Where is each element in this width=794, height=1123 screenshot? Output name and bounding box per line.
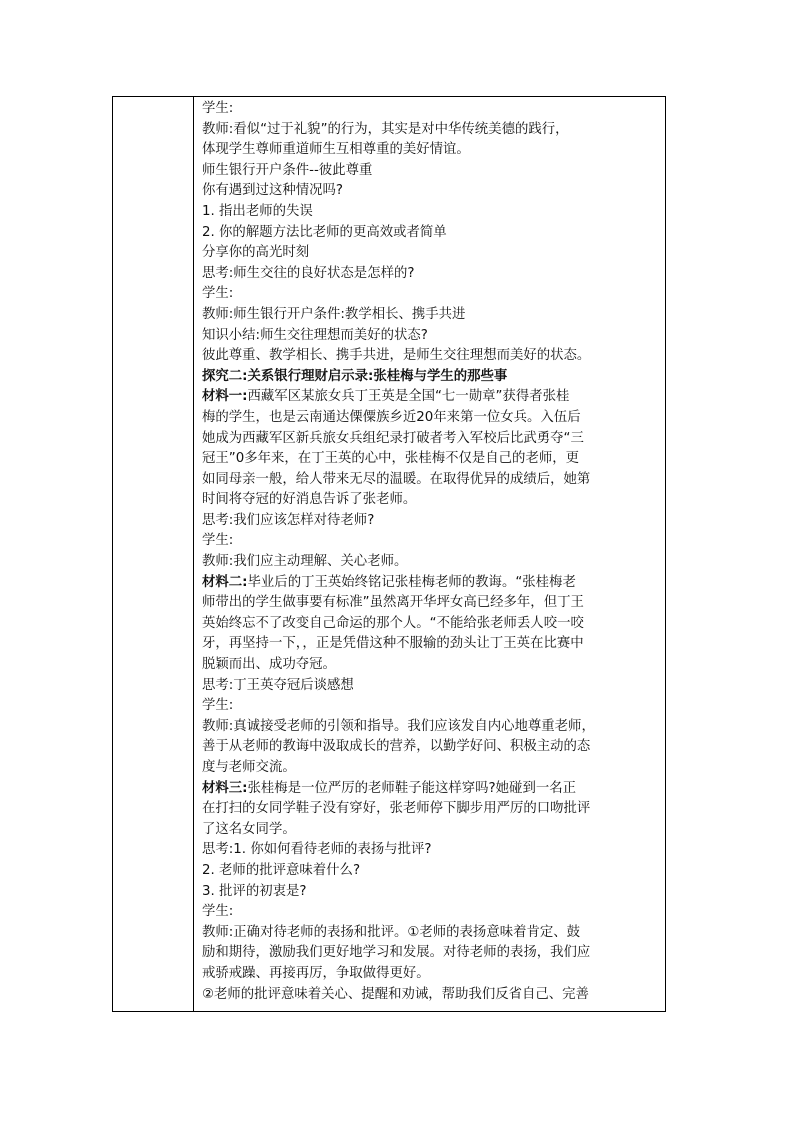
bold-label: 材料三: (202, 780, 248, 796)
lesson-table (112, 96, 666, 1012)
text-line: 思考:丁王英夺冠后谈感想 (202, 677, 354, 693)
text-line: 知识小结:师生交往理想而美好的状态? (202, 327, 428, 343)
text-line: 冠王”0多年来，在丁王英的心中，张桂梅不仅是自己的老师，更 (202, 451, 580, 467)
text-line (202, 387, 659, 408)
text-line: 时间将夺冠的好消息告诉了张老师。 (202, 492, 417, 508)
text-line: 学生: (202, 904, 234, 920)
text-line: 3. 批评的初衷是? (202, 883, 307, 899)
text-line: 教师:我们应主动理解、关心老师。 (202, 554, 408, 570)
text-line: 牙，再坚持一下，，正是凭借这种不服输的劲头让丁王英在比赛中 (202, 636, 584, 652)
bold-label: 材料二: (202, 574, 248, 590)
text-line: 英始终忘不了改变自己命运的那个人。“不能给张老师丢人咬一咬 (202, 615, 584, 631)
line-text: 西藏军区某旅女兵丁王英是全国“七一勋章”获得者张桂 (247, 389, 570, 405)
text-line: 学生: (202, 698, 234, 714)
text-line: 在打扫的女同学鞋子没有穿好，张老师停下脚步用严厉的口吻批评 (202, 801, 591, 817)
text-line: 度与老师交流。 (202, 760, 296, 775)
text-line: 你有遇到过这种情况吗? (202, 183, 344, 199)
line-text: 毕业后的丁王英始终铭记张桂梅老师的教诲。“张桂梅老 (247, 574, 576, 590)
text-line: 她成为西藏军区新兵旅女兵组纪录打破者考入军校后比武勇夺“三 (202, 430, 584, 446)
text-line (202, 779, 659, 800)
table-left-column (113, 97, 194, 1011)
text-line: 师带出的学生做事要有标准”虽然离开华坪女高已经多年，但丁王 (202, 595, 584, 611)
text-line: 了这名女同学。 (202, 821, 296, 837)
text-line: 教师:看似“过于礼貌”的行为，其实是对中华传统美德的践行， (202, 121, 569, 137)
text-line: 2. 老师的批评意味着什么? (202, 862, 361, 878)
text-line: 1. 指出老师的失误 (202, 203, 313, 219)
table-content-cell (194, 97, 665, 1011)
bold-label: 材料一: (202, 389, 248, 405)
text-line: 教师:正确对待老师的表扬和批评。①老师的表扬意味着肯定、鼓 (202, 924, 581, 940)
text-line (202, 367, 659, 388)
text-line: 思考:师生交往的良好状态是怎样的? (202, 265, 415, 281)
text-line: 学生: (202, 286, 234, 302)
bold-label: 探究二:关系银行理财启示录:张桂梅与学生的那些事 (202, 368, 508, 384)
text-line: 戒骄戒躁、再接再厉，争取做得更好。 (202, 965, 430, 981)
text-line: 善于从老师的教诲中汲取成长的营养，以勤学好问、积极主动的态 (202, 739, 591, 755)
text-line: 教师:师生银行开户条件:教学相长、携手共进 (202, 306, 466, 322)
text-line: 梅的学生，也是云南通达傈僳族乡近20年来第一位女兵。入伍后 (202, 409, 581, 425)
text-line: 学生: (202, 533, 234, 549)
text-line: 体现学生尊师重道师生互相尊重的美好情谊。 (202, 142, 470, 158)
text-line: ②老师的批评意味着关心、提醒和劝诫，帮助我们反省自己、完善 (202, 986, 589, 1002)
text-line: 脱颖而出、成功夺冠。 (202, 657, 336, 673)
line-text: 张桂梅是一位严厉的老师鞋子能这样穿吗?她碰到一名正 (247, 780, 577, 796)
text-line: 思考:我们应该怎样对待老师? (202, 512, 375, 528)
text-line: 学生: (202, 101, 234, 116)
text-line: 2. 你的解题方法比老师的更高效或者简单 (202, 224, 447, 240)
text-line: 教师:真诚接受老师的引领和指导。我们应该发自内心地尊重老师， (202, 718, 595, 734)
text-line: 师生银行开户条件--彼此尊重 (202, 162, 373, 178)
text-line: 分享你的高光时刻 (202, 245, 310, 261)
text-line (202, 573, 659, 594)
text-line: 思考:1. 你如何看待老师的表扬与批评? (202, 842, 432, 858)
text-line: 励和期待，激励我们更好地学习和发展。对待老师的表扬，我们应 (202, 945, 591, 961)
text-line: 彼此尊重、教学相长、携手共进，是师生交往理想而美好的状态。 (202, 348, 591, 364)
text-line: 如同母亲一般，给人带来无尽的温暖。在取得优异的成绩后，她第 (202, 471, 591, 487)
